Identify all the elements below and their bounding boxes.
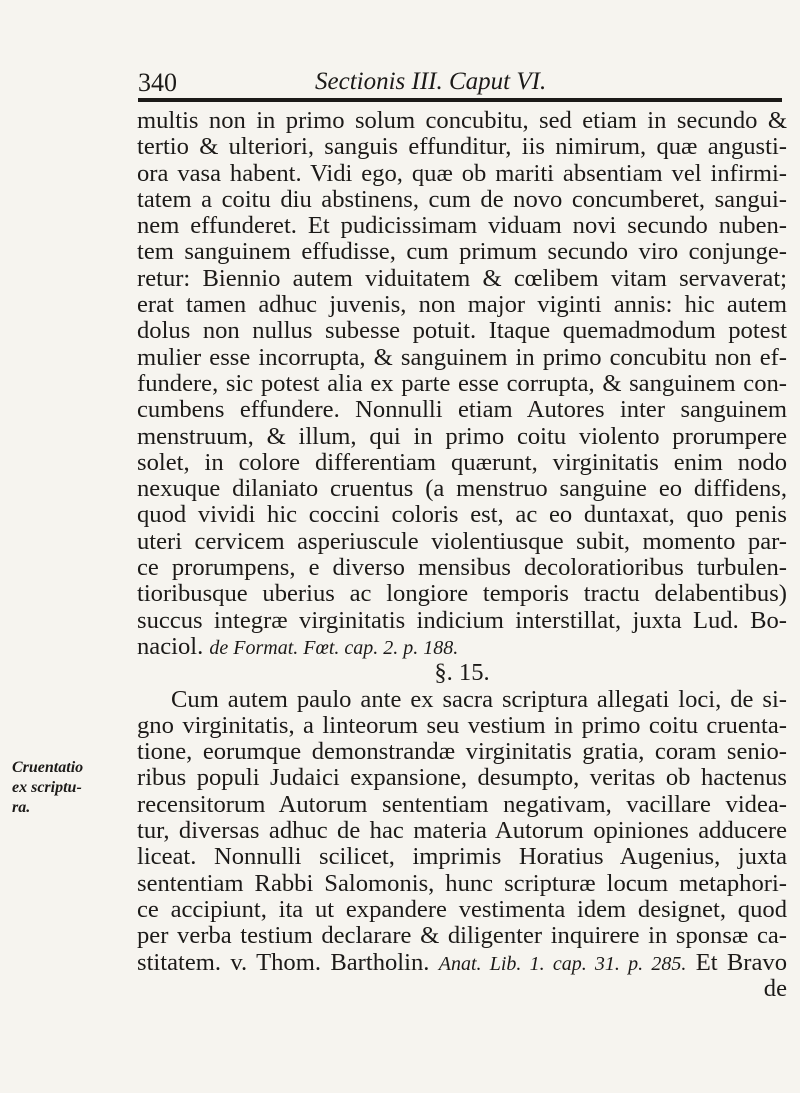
text-line: multis non in primo solum concubitu, sed etiam in secundo & (137, 107, 787, 134)
text-line: quod vividi hic coccini coloris est, ac eo duntaxat, quo penis (137, 501, 787, 529)
text-line: fundere, sic potest alia ex parte esse corrupta, & sanguinem con- (137, 369, 787, 397)
text-line: ora vasa habent. Vidi ego, quæ ob mariti absentiam vel infirmi- (137, 159, 787, 187)
text-line: tioribusque uberius ac longiore temporis tractu delabentibus) (137, 580, 787, 608)
text-line: ce prorumpens, e diverso mensibus decoloratioribus turbulen- (137, 554, 787, 582)
text-line: sententiam Rabbi Salomonis, hunc scripturæ locum metaphori- (137, 869, 787, 897)
page-header (120, 64, 780, 100)
citation-text: naciol. (137, 632, 204, 660)
text-line: erat tamen adhuc juvenis, non major viginti annis: hic autem (137, 291, 787, 319)
marginal-note-line: Cruentatio (12, 759, 84, 776)
header-rule (138, 98, 782, 102)
running-head: Sectionis III. Caput VI. (315, 68, 547, 95)
text-line: tatem a coitu diu abstinens, cum de novo concumberet, sangui- (137, 185, 787, 213)
text-line: tione, eorumque demonstrandæ virginitatis gratia, coram senio- (137, 738, 787, 766)
text-line: ribus populi Judaici expansione, desumpto, veritas ob hactenus (137, 764, 787, 792)
marginal-note-line: ex scriptu- (12, 779, 82, 796)
text-line: solet, in colore differentiam quærunt, virginitatis enim nodo (137, 448, 787, 476)
catchword: de (763, 974, 787, 1002)
text-line: nem effunderet. Et pudicissimam viduam novi secundo nuben- (137, 212, 787, 240)
text-line: tertio & ulteriori, sanguis effunditur, iis nimirum, quæ angusti- (137, 133, 787, 161)
text-line: retur: Biennio autem viduitatem & cœlibem vitam servaverat; (137, 264, 787, 292)
text-line: ce accipiunt, ita ut expandere vestimenta idem designet, quod (137, 895, 787, 923)
text-line: succus integræ virginitatis indicium interstillat, juxta Lud. Bo- (137, 606, 787, 634)
marginal-note-line: ra. (12, 799, 31, 816)
text-line: per verba testium declarare & diligenter inquirere in sponsæ ca- (137, 922, 787, 950)
text-line: tem sanguinem effudisse, cum primum secundo viro conjunge- (137, 238, 787, 266)
text-line: recensitorum Autorum sententiam negativam, vacillare videa- (137, 790, 787, 818)
citation-line (137, 634, 787, 660)
text-line: gno virginitatis, a linteorum seu vestium in primo coitu cruenta- (137, 711, 787, 739)
text-line: menstruum, & illum, qui in primo coitu violento prorumpere (137, 422, 787, 450)
text-line: uteri cervicem asperiuscule violentiusque subit, momento par- (137, 527, 787, 555)
section-mark: §. 15. (434, 659, 490, 687)
marginal-note (12, 758, 122, 818)
final-line (137, 950, 787, 976)
final-line-text: stitatem. v. Thom. Bartholin. (137, 948, 430, 976)
final-line-reference: Anat. Lib. 1. cap. 31. p. 285. (438, 952, 687, 975)
text-line: nexuque dilaniato cruentus (a menstruo sanguine eo diffidens, (137, 475, 787, 503)
text-line: cumbens effundere. Nonnulli etiam Autores inter sanguinem (137, 396, 787, 424)
text-line: liceat. Nonnulli scilicet, imprimis Horatius Augenius, juxta (137, 843, 787, 871)
text-line: dolus non nullus subesse potuit. Itaque quemadmodum potest (137, 317, 787, 345)
body-text (137, 108, 787, 1002)
citation-reference: de Format. Fœt. cap. 2. p. 188. (209, 636, 459, 659)
text-line: tur, diversas adhuc de hac materia Autorum opiniones adducere (137, 817, 787, 845)
final-line-tail: Et Bravo (695, 948, 787, 976)
text-line: Cum autem paulo ante ex sacra scriptura allegati loci, de si- (171, 685, 787, 713)
text-line: mulier esse incorrupta, & sanguinem in primo concubitu non ef- (137, 343, 787, 371)
page-number: 340 (138, 68, 177, 97)
